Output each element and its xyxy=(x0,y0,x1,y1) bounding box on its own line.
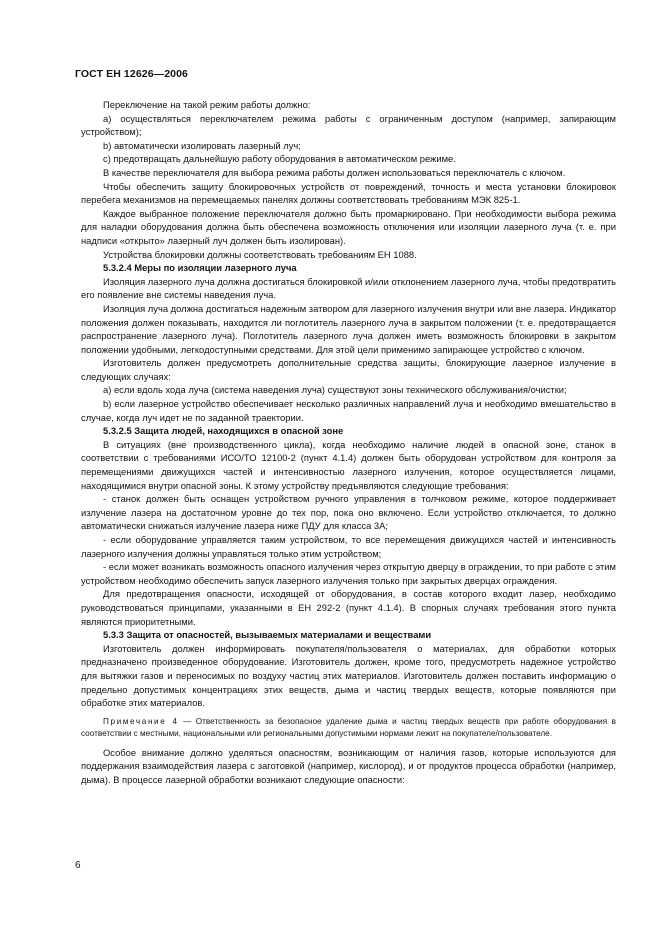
paragraph: Особое внимание должно уделяться опасностям, возникающим от наличия газов, которые используются для поддержания взаимодействия лазера с заготовкой (например, кислород), и от продуктов процесса обработки (например, дыма). В процессе лазерной обработки возникают следующие опасности: xyxy=(81,746,616,785)
paragraph: Изготовитель должен предусмотреть дополнительные средства защиты, блокирующие лазерное излучение в следующих случаях: xyxy=(81,357,616,382)
section-heading: 5.3.2.4 Меры по изоляции лазерного луча xyxy=(103,262,297,274)
paragraph: Каждое выбранное положение переключателя должно быть промаркировано. При необходимости выбора режима для наладки оборудования должна быть обеспечена возможность отключения или изоляции лазерного луча (т. е. при надписи «открыто» лазерный луч должен быть изолирован). xyxy=(81,207,616,246)
list-item: а) осуществляться переключателем режима работы с ограниченным доступом (например, запирающим устройством); xyxy=(81,112,616,138)
list-item: а) если вдоль хода луча (система наведения луча) существуют зоны технического обслуживания/очистки; xyxy=(103,384,567,396)
list-item: b) автоматически изолировать лазерный луч; xyxy=(103,139,301,151)
list-item: c) предотвращать дальнейшую работу оборудования в автоматическом режиме. xyxy=(103,153,456,165)
document-body xyxy=(81,98,616,787)
document-header: ГОСТ ЕН 12626—2006 xyxy=(75,68,188,80)
paragraph: Для предотвращения опасности, исходящей от оборудования, в состав которого входит лазер, необходимо руководствоваться принципами, указанными в ЕН 292-2 (пункт 4.1.4). В спорных случаях требования этого пункта являются приоритетными. xyxy=(81,588,616,627)
paragraph: Изготовитель должен информировать покупателя/пользователя о материалах, для обработки которых предназначено произведенное оборудование. Изготовитель должен, кроме того, предусмотреть надежное устройство для вытяжки газов и переносимых по воздуху частиц этих материалов. Изготовитель должен поставить информацию о предельно допустимых концентрациях этих веществ, дыма и частиц твердых веществ, которые появляются при обработке этих материалов. xyxy=(81,642,616,709)
section-heading: 5.3.2.5 Защита людей, находящихся в опасной зоне xyxy=(103,425,344,437)
paragraph: Переключение на такой режим работы должно: xyxy=(103,99,311,110)
paragraph: В качестве переключателя для выбора режима работы должен использоваться переключатель с ключом. xyxy=(103,166,566,178)
note-text: — Ответственность за безопасное удаление дыма и частиц твердых веществ при работе оборудования в соответствии с местными, национальными или региональными допустимыми нормами лежит на покупателе/пользователе. xyxy=(81,716,616,738)
list-item: - если оборудование управляется таким устройством, то все перемещения движущихся частей и интенсивность лазерного излучения должны управляться только этим устройством; xyxy=(81,534,616,559)
note-label: Примечание 4 xyxy=(103,716,179,726)
section-heading: 5.3.3 Защита от опасностей, вызываемых материалами и веществами xyxy=(103,629,432,641)
page-number: 6 xyxy=(75,860,81,871)
list-item: b) если лазерное устройство обеспечивает несколько различных направлений луча и необходимо вмешательство в случае, когда луч идет не по заданной траектории. xyxy=(81,398,616,423)
note xyxy=(81,716,616,740)
paragraph: Изоляция луча должна достигаться надежным затвором для лазерного излучения внутри или вне лазера. Индикатор положения должен показывать, находится ли поглотитель лазерного луча в закрытом положении (т. е. предотвращается распространение лазерного луча). Поглотитель лазерного луча должен иметь возможность блокировки в закрытом положении удобными, легкодоступными средствами. Для этой цели применимо запирающее устройство с ключом. xyxy=(81,302,616,355)
paragraph: В ситуациях (вне производственного цикла), когда необходимо наличие людей в опасной зоне, станок в соответствии с требованиями ИСО/ТО 12100-2 (пункт 4.1.4) должен быть оборудован устройством для контроля за перемещениями движущихся частей и интенсивностью лазерного излучения, которое осуществляется лицами, находящимися внутри опасной зоны. К этому устройству предъявляются следующие требования: xyxy=(81,438,616,491)
paragraph: Чтобы обеспечить защиту блокировочных устройств от повреждений, точность и места установки блокировок перебега механизмов на перемещаемых панелях должны соответствовать требованиям МЭК 825-1. xyxy=(81,180,616,206)
paragraph: Изоляция лазерного луча должна достигаться блокировкой и/или отклонением лазерного луча, чтобы предотвратить его появление вне системы наведения луча. xyxy=(81,275,616,301)
list-item: - если может возникать возможность опасного излучения через открытую дверцу в ограждении, то при работе с этим устройством необходимо обеспечить запуск лазерного излучения только при закрытых дверцах ограждения. xyxy=(81,561,616,586)
list-item: - станок должен быть оснащен устройством ручного управления в толчковом режиме, которое поддерживает излучение лазера на достаточном уровне до тех пор, пока оно включено. Если устройство отключается, то должно автоматически снижаться излучение лазера ниже ПДУ для класса 3А; xyxy=(81,493,616,532)
paragraph: Устройства блокировки должны соответствовать требованиям ЕН 1088. xyxy=(103,248,417,260)
